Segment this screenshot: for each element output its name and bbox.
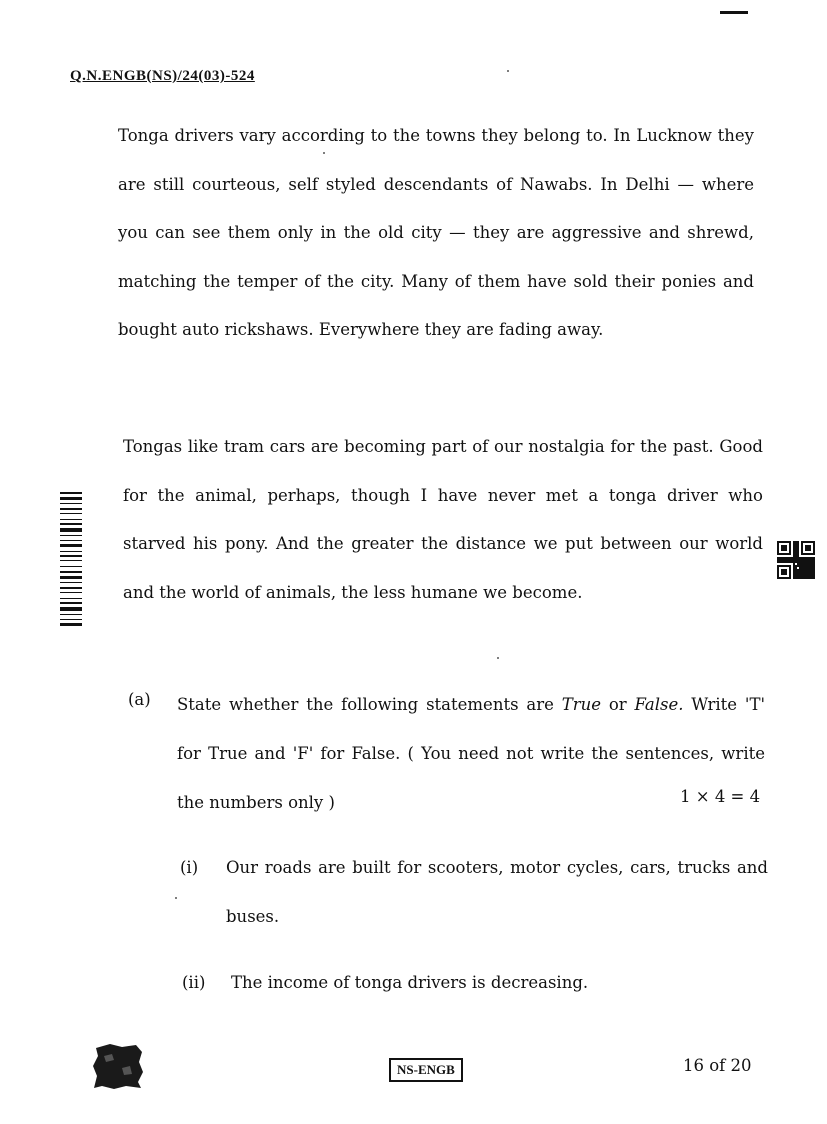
speck bbox=[497, 657, 499, 659]
question-instructions bbox=[177, 680, 765, 827]
passage-paragraph-2: Tongas like tram cars are becoming part of our nostalgia for the past. Good for the animal, perhaps, though I have never met a tonga driver who starved his pony. And the greater the distance we put between our world and the world of animals, the less humane we become. bbox=[123, 437, 763, 602]
word-false: False. bbox=[634, 695, 684, 714]
barcode-image bbox=[60, 492, 82, 626]
item-label: (i) bbox=[180, 858, 199, 877]
speck bbox=[175, 897, 177, 899]
question-label: (a) bbox=[128, 690, 151, 709]
word-true: True bbox=[561, 695, 602, 714]
item-label: (ii) bbox=[182, 973, 206, 992]
item-text: The income of tonga drivers is decreasing. bbox=[231, 973, 589, 992]
question-text-end: Write 'T' for True and 'F' for False. ( You need not write the sentences, write the numbers only ) bbox=[177, 695, 765, 812]
question-text-start: State whether the following statements are bbox=[177, 695, 554, 714]
subject-code-box: NS-ENGB bbox=[389, 1058, 463, 1082]
passage-paragraph-1: Tonga drivers vary according to the towns they belong to. In Lucknow they are still courteous, self styled descendants of Nawabs. In Delhi — where you can see them only in the old city — they are aggressive and shrewd, matching the temper of the city. Many of them have sold their ponies and bought auto rickshaws. Everywhere they are fading away. bbox=[118, 126, 754, 339]
top-dash-mark bbox=[720, 11, 748, 14]
item-text: Our roads are built for scooters, motor cycles, cars, trucks and buses. bbox=[226, 858, 768, 926]
marks-allotment: 1 × 4 = 4 bbox=[680, 787, 761, 806]
page-number: 16 of 20 bbox=[683, 1056, 752, 1075]
question-code: Q.N.ENGB(NS)/24(03)-524 bbox=[70, 68, 255, 84]
qr-code-image bbox=[777, 541, 815, 581]
speck bbox=[507, 70, 509, 72]
word-or: or bbox=[608, 695, 627, 714]
scan-smudge-image bbox=[92, 1042, 144, 1090]
